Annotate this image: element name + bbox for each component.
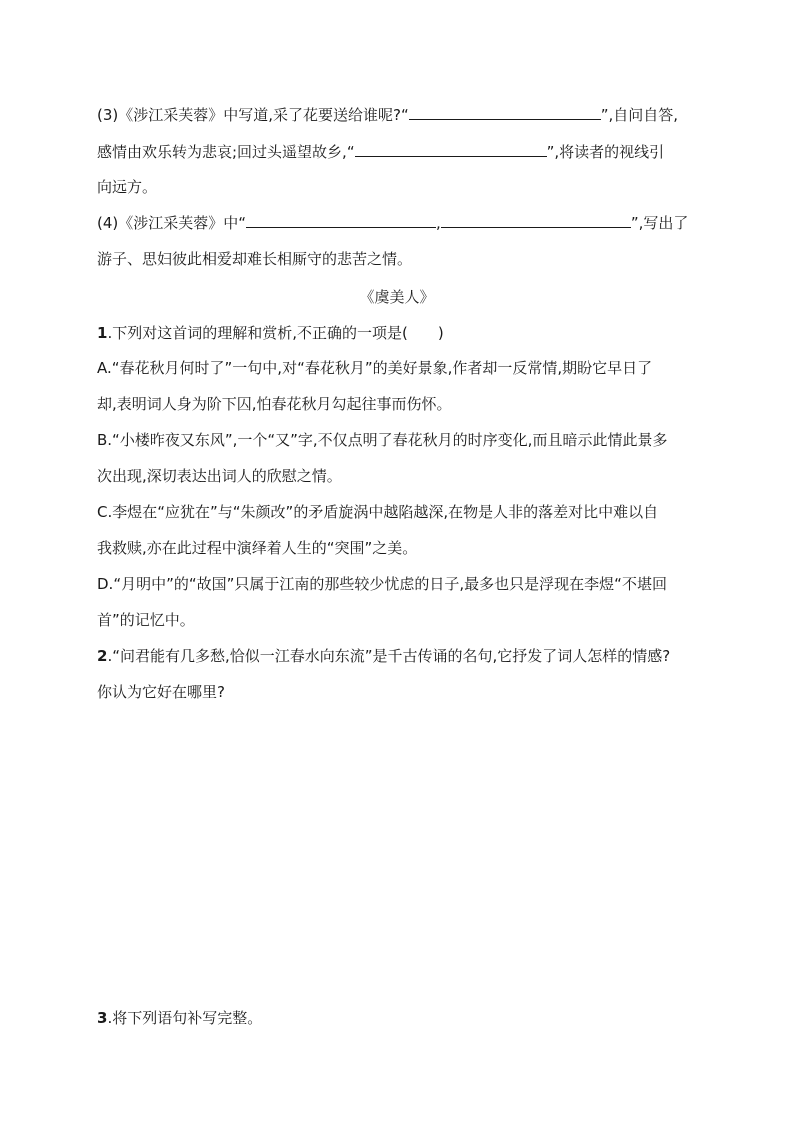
q3-blank-1[interactable] bbox=[409, 105, 601, 120]
question-1-text: .下列对这首词的理解和赏析,不正确的一项是( ) bbox=[107, 324, 444, 342]
option-d-line-2: 首”的记忆中。 bbox=[97, 611, 195, 629]
q4-sep: , bbox=[436, 214, 441, 232]
q3-text-1: (3)《涉江采芙蓉》中写道,采了花要送给谁呢?“ bbox=[97, 106, 409, 124]
option-b-line-2: 次出现,深切表达出词人的欣慰之情。 bbox=[97, 467, 342, 485]
q4-line-1 bbox=[97, 213, 688, 233]
q3-line-3: 向远方。 bbox=[97, 178, 158, 196]
question-1-number: 1 bbox=[97, 324, 108, 342]
section-title: 《虞美人》 bbox=[359, 288, 435, 306]
q3-line-1 bbox=[97, 105, 678, 125]
option-c-line-1[interactable]: C.李煜在“应犹在”与“朱颜改”的矛盾旋涡中越陷越深,在物是人非的落差对比中难以自 bbox=[97, 503, 659, 521]
question-1-stem bbox=[97, 323, 444, 343]
option-b-line-1[interactable]: B.“小楼昨夜又东风”,一个“又”字,不仅点明了春花秋月的时序变化,而且暗示此情此景多 bbox=[97, 431, 668, 449]
q4-text-1: (4)《涉江采芙蓉》中“ bbox=[97, 214, 247, 232]
q4-blank-1[interactable] bbox=[246, 213, 436, 228]
q4-blank-2[interactable] bbox=[441, 213, 631, 228]
question-2-line-2: 你认为它好在哪里? bbox=[97, 683, 225, 701]
question-3-stem bbox=[97, 1008, 262, 1028]
option-a-line-2: 却,表明词人身为阶下囚,怕春花秋月勾起往事而伤怀。 bbox=[97, 395, 452, 413]
q3-text-2: ”,自问自答, bbox=[600, 106, 679, 124]
question-3-text: .将下列语句补写完整。 bbox=[107, 1009, 263, 1027]
q3-blank-2[interactable] bbox=[355, 142, 547, 157]
q3-text-4: ”,将读者的视线引 bbox=[546, 143, 665, 161]
q4-line-2: 游子、思妇彼此相爱却难长相厮守的悲苦之情。 bbox=[97, 250, 413, 268]
q4-text-2: ”,写出了 bbox=[630, 214, 689, 232]
question-2-line-1 bbox=[97, 646, 670, 666]
question-2-number: 2 bbox=[97, 647, 108, 665]
option-a-line-1[interactable]: A.“春花秋月何时了”一句中,对“春花秋月”的美好景象,作者却一反常情,期盼它早日了 bbox=[97, 359, 653, 377]
question-3-number: 3 bbox=[97, 1009, 108, 1027]
q3-line-2 bbox=[97, 142, 664, 162]
option-d-line-1[interactable]: D.“月明中”的“故国”只属于江南的那些较少忧虑的日子,最多也只是浮现在李煜“不堪回 bbox=[97, 575, 667, 593]
question-2-text: .“问君能有几多愁,恰似一江春水向东流”是千古传诵的名句,它抒发了词人怎样的情感? bbox=[107, 647, 671, 665]
q3-text-3: 感情由欢乐转为悲哀;回过头遥望故乡,“ bbox=[97, 143, 355, 161]
option-c-line-2: 我救赎,亦在此过程中演绎着人生的“突围”之美。 bbox=[97, 539, 418, 557]
